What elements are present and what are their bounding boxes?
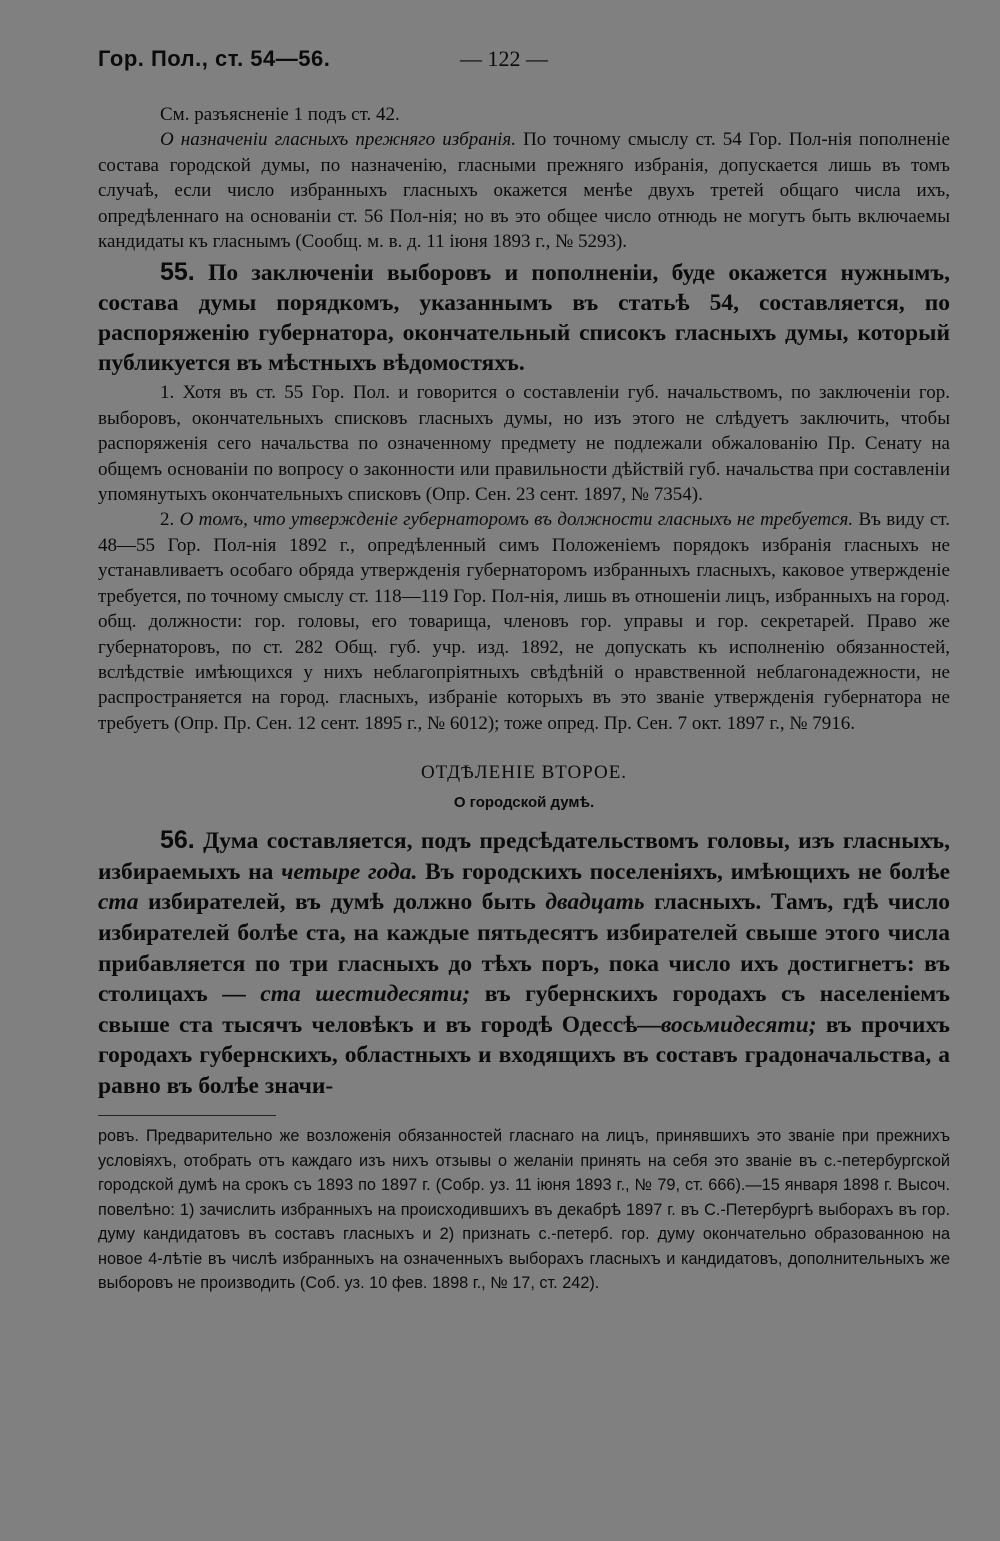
note-text: По точному смыслу ст. 54 Гор. Пол-нія пополненіе состава городской думы, по назначенію, гласными прежняго избранія, допускается лишь въ томъ случаѣ, если число избранныхъ гласныхъ окажется менѣе двухъ третей общаго числа ихъ, опредѣленнаго на основаніи ст. 56 Пол-нія; но въ это общее число отнюдь не могутъ быть включаемы кандидаты къ гласнымъ (Сообщ. м. в. д. 11 іюня 1893 г., № 5293). bbox=[98, 129, 950, 253]
footnote: ровъ. Предварительно же возложенія обязанностей гласнаго на лицъ, принявшихъ это званіе при прежнихъ условіяхъ, отобрать отъ каждаго изъ нихъ отзывы о желаніи принять на себя это званіе въ с.-петербургской городской думѣ на срокъ съ 1893 по 1897 г. (Собр. уз. 11 іюня 1893 г., № 79, ст. 666).—15 января 1898 г. Высоч. повелѣно: 1) зачислить избранныхъ на происходившихъ въ декабрѣ 1897 г. въ С.-Петербургѣ выборахъ въ гор. думу кандидатовъ въ составъ гласныхъ и 2) признать с.-петерб. гор. думу окончательно образованною на новое 4-лѣтіе въ числѣ избранныхъ на означенныхъ выборахъ гласныхъ и кандидатовъ, дополнительныхъ же выборовъ не производить (Соб. уз. 10 фев. 1898 г., № 17, ст. 242). bbox=[98, 1127, 950, 1292]
article-text: гласныхъ. Тамъ, гдѣ число избирателей болѣе ста, на каждые пятьдесятъ избирателей свыше этого числа прибавляется по три гласныхъ до тѣхъ поръ, пока число ихъ достигнетъ: въ столицахъ — bbox=[98, 889, 950, 1008]
page-header bbox=[98, 40, 950, 88]
article-number: 56. bbox=[160, 826, 195, 855]
article-text: По заключеніи выборовъ и пополненіи, буде окажется нужнымъ, состава думы порядкомъ, указаннымъ въ статьѣ 54, составляется, по распоряженію губернатора, окончательный списокъ гласныхъ думы, который публикуется въ мѣстныхъ вѣдомостяхъ. bbox=[98, 260, 950, 377]
note-italic-title: О томъ, что утвержденіе губернаторомъ въ должности гласныхъ не требуется. bbox=[179, 509, 854, 531]
article-text: избирателей, въ думѣ должно быть bbox=[138, 889, 546, 916]
article-text: Дума составляется, подъ предсѣдательствомъ головы, изъ гласныхъ, избираемыхъ на bbox=[98, 828, 950, 885]
article-56 bbox=[98, 825, 950, 1101]
note-reference: См. разъясненіе 1 подъ ст. 42. bbox=[160, 104, 400, 125]
italic-term: восьмидесяти; bbox=[660, 1011, 817, 1038]
note-elected-appointment bbox=[98, 127, 950, 254]
article-number: 55. bbox=[160, 258, 195, 287]
section-subtitle: О городской думѣ. bbox=[453, 794, 595, 812]
article-55 bbox=[98, 257, 950, 378]
article-text: въ прочихъ городахъ губернскихъ, областныхъ и входящихъ въ составъ градоначальства, а равно въ болѣе значи- bbox=[98, 1011, 950, 1099]
footnote-divider bbox=[98, 1115, 276, 1116]
note-text: Въ виду ст. 48—55 Гор. Пол-нія 1892 г., опредѣленный симъ Положеніемъ порядокъ избранія гласныхъ не устанавливаетъ особаго обряда утвержденія губернаторомъ избранныхъ гласныхъ, каковое утвержденіе требуется, по точному смыслу ст. 118—119 Гор. Пол-нія, лишь въ отношеніи лицъ, избранныхъ на город. общ. должности: гор. головы, его товарища, членовъ гор. управы и гор. секретарей. Право же губернаторовъ, по ст. 282 Общ. губ. учр. изд. 1892, не допускать къ исполненію обязанностей, вслѣдствіе имѣющихся у нихъ неблагопріятныхъ свѣдѣній о нравственной неблагонадежности, не распространяется на город. гласныхъ, избраніе которыхъ въ это званіе утвержденія губернатора не требуетъ (Опр. Пр. Сен. 12 сент. 1895 г., № 6012); тоже опред. Пр. Сен. 7 окт. 1897 г., № 7916. bbox=[98, 509, 950, 734]
note-number: 2. bbox=[160, 509, 180, 531]
italic-term: ста bbox=[98, 889, 139, 916]
book-page bbox=[98, 40, 950, 1295]
italic-term: четыре года. bbox=[281, 858, 418, 885]
section-title: ОТДѢЛЕНІЕ ВТОРОЕ. bbox=[420, 762, 628, 784]
note-italic-title: О назначеніи гласныхъ прежняго избранія. bbox=[160, 129, 516, 151]
running-head: Гор. Пол., ст. 54—56. bbox=[98, 46, 331, 71]
article-text: въ губернскихъ городахъ съ населеніемъ свыше ста тысячъ человѣкъ и въ городѣ Одессѣ— bbox=[98, 981, 950, 1038]
page-number: — 122 — bbox=[460, 46, 548, 71]
note-55-1: 1. Хотя въ ст. 55 Гор. Пол. и говорится о составленіи губ. начальствомъ, по заключеніи гор. выборовъ, окончательныхъ списковъ гласныхъ думы, но изъ этого не слѣдуетъ заключить, чтобы распоряженія сего начальства по означенному предмету не подлежали обжалованію Пр. Сенату на общемъ основаніи по вопросу о законности или правильности дѣйствій губ. начальства при составленіи упомянутыхъ окончательныхъ списковъ (Опр. Сен. 23 сент. 1897, № 7354). bbox=[98, 382, 950, 506]
article-text: Въ городскихъ поселеніяхъ, имѣющихъ не болѣе bbox=[417, 858, 950, 885]
italic-term: двадцать bbox=[545, 889, 645, 916]
italic-term: ста шестидесяти; bbox=[260, 981, 471, 1008]
note-55-2 bbox=[98, 507, 950, 736]
